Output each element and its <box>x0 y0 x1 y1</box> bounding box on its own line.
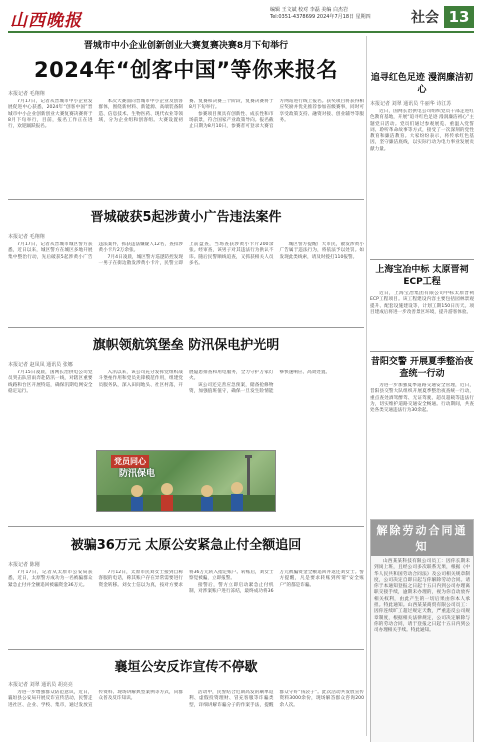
section-divider <box>8 526 364 527</box>
side-divider <box>370 351 474 352</box>
story-body <box>8 242 364 322</box>
story-paragraph: 该公司还完善应急预案，储备抢修物资，加强值班值守，确保一旦发生险情能够快速响应、高效处置。 <box>189 370 331 394</box>
photo-scene-graphic <box>97 451 276 512</box>
story-byline: 本报记者 刘翠 通讯员 胡亮亮 <box>8 682 73 688</box>
story-chuangke <box>8 36 364 198</box>
newspaper-logo: 山西晚报 <box>10 11 82 31</box>
news-photo <box>96 450 276 512</box>
story-byline: 本报记者 陈刚 <box>8 562 40 568</box>
story-body <box>8 690 364 742</box>
section-divider <box>8 199 364 200</box>
side-story-title: 昔阳交警 开展夏季整治夜查统一行动 <box>370 357 474 379</box>
notice-body <box>371 556 473 742</box>
side-story-byline: 本报记者 刘翠 通讯员 牛丽华 诗江苏 <box>370 101 452 107</box>
column-divider <box>366 36 367 736</box>
side-divider <box>370 259 474 260</box>
notice-title: 解除劳动合同通知 <box>371 520 473 556</box>
story-paragraph: 7月4日凌晨，城区警方巡逻防控发现一男子在街边散发涉黄小卡片，民警立即上前盘查，当场查获涉黄小卡片200余张。经审查，该男子对其违法行为供认不讳。随后民警顺线追查，又抓获相关人员多名。 <box>98 242 274 266</box>
masthead-rule <box>8 31 474 33</box>
story-headline: 2024年“创客中国”等你来报名 <box>33 58 339 82</box>
side-story-body <box>370 291 474 347</box>
story-paragraph: 7月15日凌晨，国网长治供电公司党员突击队冒雨奔赴防汛一线，对辖区重要线路和台区开展特巡，确保汛期电网安全稳定运行。 <box>8 370 93 394</box>
legal-notice-box <box>370 519 474 742</box>
story-headline: 晋城破获5起涉黄小广告违法案件 <box>90 210 282 225</box>
story-paragraph: 城区警方提醒广大市民，散发涉黄小广告属于违法行为，将依法予以处罚。如发现此类线索，请及时拨打110报警。 <box>279 242 364 260</box>
side-story-title: 上海宝冶中标 太原晋祠ECP工程 <box>375 265 469 287</box>
story-body <box>8 570 364 646</box>
story-ads-case <box>8 204 364 324</box>
story-headline: 襄垣公安反诈宣传不停歇 <box>114 660 258 675</box>
story-paragraph: 为进一步增强群众防范意识，近日，襄垣县公安局开展反诈宣传活动，民警走进社区、企业、学校、集市，通过发放宣传资料、现场讲解典型案例等方式，向群众普及反诈知识。 <box>8 690 183 708</box>
section-divider <box>8 327 364 328</box>
story-fraud-recovery <box>8 530 364 646</box>
story-byline: 本报记者 毛翔翔 <box>8 91 45 97</box>
notice-paragraph: 山西某某科技有限公司员工：因你长期未到岗上班，且经公司多次联系无果，根据《中华人民共和国劳动合同法》及公司相关规章制度，公司决定自即日起与你解除劳动合同。请你于本通知登报之日起十五日内到公司办理离职交接手续，逾期未办理的，视为你自动放弃相关权利，由此产生的一切后果由你本人承担。特此通知。山西某某商贸有限公司员工：因你连续旷工超过规定天数，严重违反公司规章制度，根据相关法律规定，公司决定解除与你的劳动合同，请于登报之日起十五日内到公司办理相关手续。特此通知。 <box>374 559 470 634</box>
side-story-body <box>370 383 474 511</box>
masthead-meta <box>270 7 420 21</box>
section-name: 社会 <box>411 10 439 26</box>
photo-banner-text: 党员同心 <box>111 455 149 468</box>
story-paragraph: 7月12日，太原市民刘女士接到自称客服的电话，称其账户存在异常需要进行资金转移。刘女士信以为真，按对方要求将36万元转入指定账户。转账后，刘女士察觉被骗，立即报警。 <box>98 570 274 588</box>
story-kicker: 晋城市中小企业创新创业大赛复赛决赛8月下旬举行 <box>83 41 289 51</box>
story-paragraph: 本次大赛面向晋城市中小企业及创客群体，围绕新材料、新能源、高端装备制造、信息技术、生物医药、现代农业等领域，分为企业组和创客组。大赛设置初赛、复赛和决赛三个阶段，复赛决赛将于8月下旬举行。 <box>98 99 274 123</box>
story-paragraph: 入汛以来，该公司充分发挥党组织战斗堡垒作用和党员先锋模范作用，组建党员服务队，深入田间地头、社区村落，开展隐患排查和用电服务，全力守护万家灯火。 <box>98 370 274 388</box>
story-paragraph: 接警后，警方立即启动紧急止付机制，对涉案账户进行冻结，最终成功将36万元被骗资金全额追回并返还刘女士。警方提醒，凡是要求转账到所谓“安全账户”的都是诈骗。 <box>189 570 364 594</box>
side-column <box>370 36 474 742</box>
story-paragraph: 活动中，民警结合近期高发的刷单返利、虚假投资理财、冒充客服等诈骗类型，详细讲解诈骗分子的作案手法，提醒群众守好“钱袋子”。此次活动共发放宣传资料3000余份，现场解答群众咨询200余人次。 <box>189 690 364 708</box>
story-anti-fraud <box>8 654 364 740</box>
editor-line: 编辑 王文斌 校对 李磊 美编 白杰岩 <box>270 7 348 13</box>
side-paragraph: 近日，上海宝冶集团有限公司中标太原晋祠ECP工程项目。该工程建设内容主要包括园林景观提升、配套设施建设等，计划工期150日历天。项目建成后将进一步改善景区环境，提升游客体验。 <box>370 291 474 315</box>
story-headline: 旗帜领航筑堡垒 防汛保电护光明 <box>92 338 280 353</box>
story-flood-power <box>8 332 364 522</box>
story-paragraph: 7月17日，记者从晋城市中小企业发展促进中心获悉，2024年“创客中国”晋城市中小企业创新创业大赛复赛决赛将于8月下旬举行，目前，报名工作正在进行，欢迎踊跃报名。 <box>8 99 93 130</box>
side-paragraph: 为进一步加强夏季道路交通安全管理，近日，昔阳县交警大队组织开展夏季整治夜查统一行动，重点查处酒驾醉驾、无证驾驶、超员超载等违法行为，切实维护道路交通安全畅通。行动期间，共查处各类交通违法行为30余起。 <box>370 383 474 414</box>
page-number-badge: 13 <box>444 6 474 28</box>
photo-banner-caption: 防汛保电 <box>119 469 156 479</box>
story-body <box>8 370 364 456</box>
side-story-title: 追寻红色足迹 漫润廉洁初心 <box>370 73 474 95</box>
side-paragraph: 近日，国网长治供电公司组织党员干部走进红色教育基地，开展“追寻红色足迹 漫润廉洁初心”主题党日活动。党员们通过参观展览、重温入党誓词、聆听革命故事等方式，接受了一次深刻的党性教育和廉洁教育。大家纷纷表示，将传承红色基因，坚守廉洁底线，以实际行动为电力事业发展贡献力量。 <box>370 109 474 152</box>
section-divider <box>8 649 364 650</box>
story-body <box>8 99 364 195</box>
story-headline: 被骗36万元 太原公安紧急止付全额追回 <box>70 538 302 553</box>
story-byline: 本报记者 赵凤凤 通讯员 张娜 <box>8 362 73 368</box>
story-paragraph: 7月17日，记者从晋城市城区警方获悉，近日以来，城区警方在城区多地开展集中整治行动，先后破获5起涉黄小广告违法案件，抓获违法嫌疑人12名，查扣涉黄小卡片2万余张。 <box>8 242 183 260</box>
story-byline: 本报记者 毛翔翔 <box>8 234 45 240</box>
masthead <box>8 6 474 30</box>
story-paragraph: 参赛项目须具有创新性、成长性和市场前景，符合国家产业政策导向。报名截止日期为8月10日，参赛者可登录大赛官方网站进行线上报名。获奖项目将获得相应奖励并优先推荐参加省级赛事，同时可享受政策支持、融资对接、创业辅导等服务。 <box>189 99 364 130</box>
side-story-body <box>370 109 474 255</box>
date-line: Tel:0351-4378699 2024年7月18日 星期四 <box>270 14 371 20</box>
story-paragraph: 7月17日，记者从太原市公安局获悉，近日，太原警方成功为一名被骗群众紧急止付并全额追回被骗资金36万元。 <box>8 570 93 588</box>
